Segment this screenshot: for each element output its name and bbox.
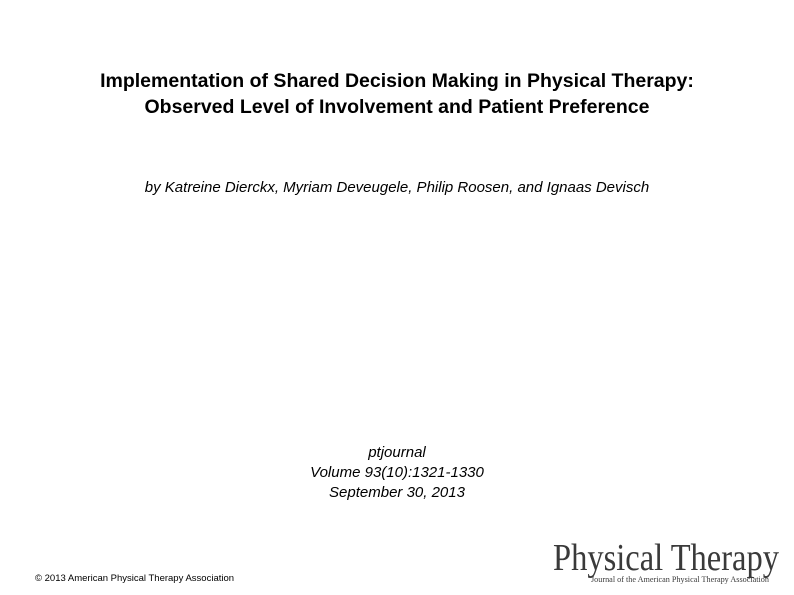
publication-date: September 30, 2013 — [329, 484, 465, 501]
journal-name: ptjournal — [368, 444, 426, 461]
article-title: Implementation of Shared Decision Making in Physical Therapy: Observed Level of Involvement and Patient Preference — [100, 70, 694, 118]
volume-info: Volume 93(10):1321-1330 — [310, 464, 484, 481]
physical-therapy-logo — [548, 536, 784, 586]
logo-wordmark: Physical Therapy — [553, 537, 779, 579]
citation-block — [197, 443, 597, 503]
logo-tagline: Journal of the American Physical Therapy Association — [591, 574, 770, 584]
article-authors: by Katreine Dierckx, Myriam Deveugele, Philip Roosen, and Ignaas Devisch — [144, 179, 650, 196]
copyright-notice: © 2013 American Physical Therapy Association — [35, 573, 235, 584]
